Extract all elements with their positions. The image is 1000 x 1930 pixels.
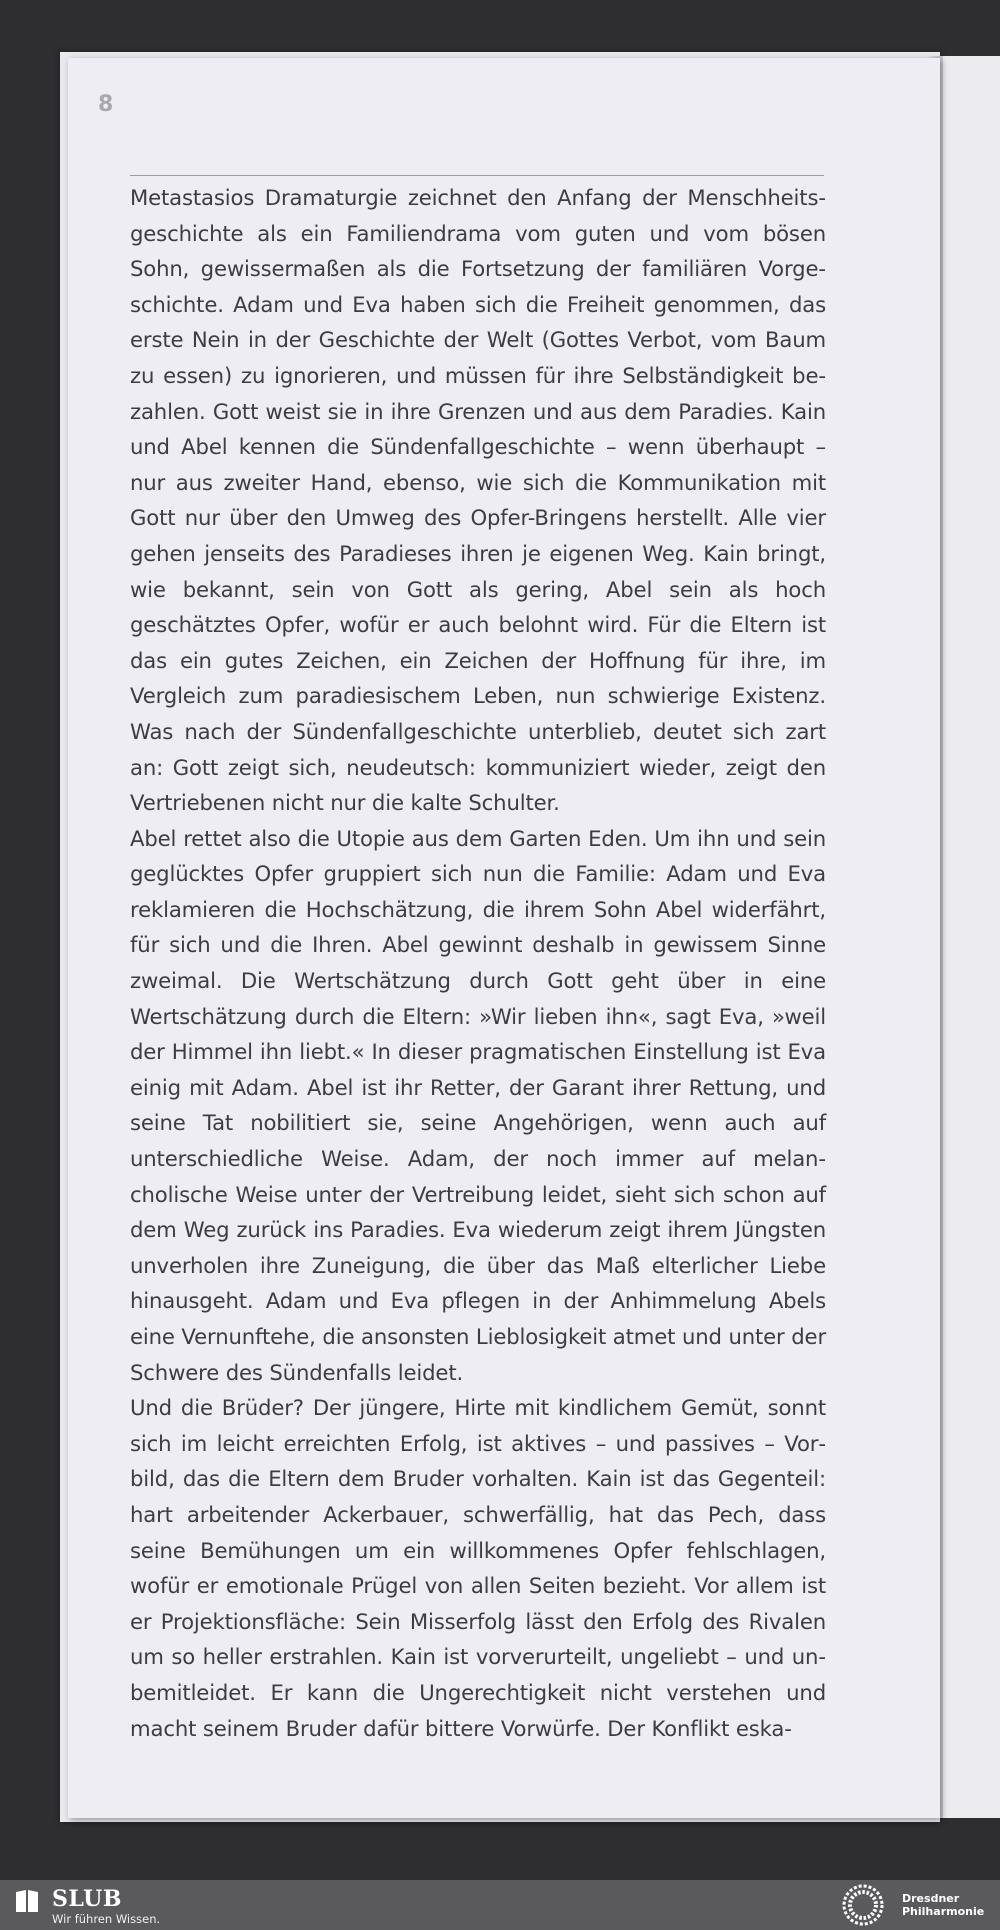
partner-name-line2: Philharmonie xyxy=(902,1905,985,1918)
document-stack-icon xyxy=(14,1888,40,1914)
sunburst-ring-icon xyxy=(842,1884,884,1926)
paragraph-2: Abel rettet also die Utopie aus dem Garten Eden. Um ihn und sein geglücktes Opfer gruppiert sich nun die Familie: Adam und Eva reklamieren die Hochschätzung, die ihrem Sohn Abel widerfährt, für sich und die Ihren. Abel gewinnt deshalb in gewissem Sinne zweimal. Die Wertschätzung durch Gott geht über in eine Wertschätzung durch die Eltern: »Wir lieben ihn«, sagt Eva, »weil der Himmel ihn liebt.« In dieser pragmatischen Einstellung ist Eva einig mit Adam. Abel ist ihr Retter, der Garant ihrer Rettung, und seine Tat nobilitiert sie, seine Angehörigen, wenn auch auf unterschiedliche Weise. Adam, der noch immer auf melancholische Weise unter der Vertreibung leidet, sieht sich schon auf dem Weg zurück ins Paradies. Eva wiederum zeigt ihrem Jüngsten unverholen ihre Zuneigung, die über das Maß elterlicher Liebe hinausgeht. Adam und Eva pflegen in der Anhimmelung Abels eine Vernunftehe, die ansonsten Lieblosigkeit atmet und unter der Schwere des Sündenfalls leidet. xyxy=(130,825,826,1385)
library-tagline: Wir führen Wissen. xyxy=(52,1912,161,1926)
footer-bar xyxy=(0,1880,1000,1930)
page-number: 8 xyxy=(98,92,114,117)
paragraph-3: Und die Brüder? Der jüngere, Hirte mit kindlichem Gemüt, sonnt sich im leicht erreichten Erfolg, ist aktives – und passives – Vorbild, das die Eltern dem Bruder vorhalten. Kain ist das Gegenteil: hart arbeitender Ackerbauer, schwerfällig, hat das Pech, dass seine Bemühungen um ein willkommenes Opfer fehlschlagen, wofür er emotionale Prügel von allen Seiten bezieht. Vor allem ist er Projektionsfläche: Sein Misserfolg lässt den Erfolg des Rivalen um so heller erstrahlen. Kain ist vorverurteilt, ungeliebt – und unbemitleidet. Er kann die Ungerechtigkeit nicht verstehen und macht seinem Bruder dafür bittere Vorwürfe. Der Konflikt eska- xyxy=(130,1395,826,1741)
partner-name-line1: Dresdner xyxy=(902,1892,960,1905)
facing-page-edge xyxy=(940,56,1000,1818)
partner-name xyxy=(902,1892,984,1918)
body-text xyxy=(130,180,826,1746)
library-name: SLUB xyxy=(52,1886,122,1912)
header-rule xyxy=(130,175,824,176)
paragraph-1: Metastasios Dramaturgie zeichnet den Anfang der Menschheitsgeschichte als ein Familiendrama vom guten und vom bösen Sohn, gewissermaßen als die Fortsetzung der familiären Vorgeschichte. Adam und Eva haben sich die Freiheit genommen, das erste Nein in der Geschichte der Welt (Gottes Verbot, vom Baum zu essen) zu ignorieren, und müssen für ihre Selbständigkeit bezahlen. Gott weist sie in ihre Grenzen und aus dem Paradies. Kain und Abel kennen die Sündenfallgeschichte – wenn überhaupt – nur aus zweiter Hand, ebenso, wie sich die Kommunikation mit Gott nur über den Umweg des Opfer-Bringens herstellt. Alle vier gehen jenseits des Paradieses ihren je eigenen Weg. Kain bringt, wie bekannt, sein von Gott als gering, Abel sein als hoch geschätztes Opfer, wofür er auch belohnt wird. Für die Eltern ist das ein gutes Zeichen, ein Zeichen der Hoffnung für ihre, im Vergleich zum paradiesischem Leben, nun schwierige Existenz. Was nach der Sündenfallgeschichte unterblieb, deutet sich zart an: Gott zeigt sich, neudeutsch: kommuniziert wieder, zeigt den Vertriebenen nicht nur die kalte Schulter. xyxy=(130,185,826,816)
